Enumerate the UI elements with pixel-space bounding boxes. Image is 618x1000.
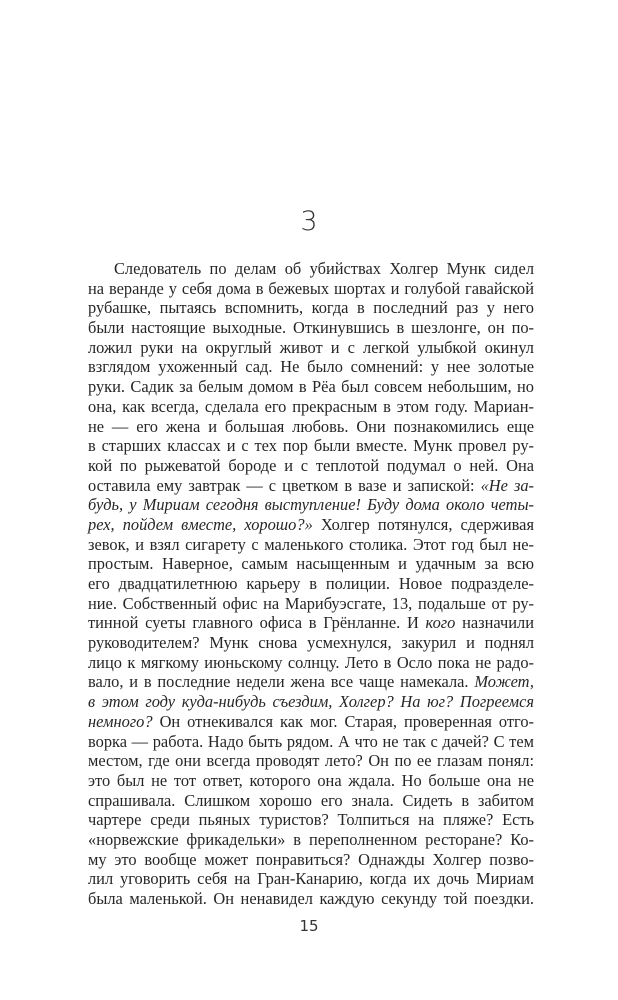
text-line <box>88 751 534 771</box>
text-segment: «норвежские фрикадельки» в переполненном ресторане? Ко- <box>88 829 534 849</box>
text-line <box>88 613 534 633</box>
text-line <box>88 574 534 594</box>
text-line <box>88 417 534 437</box>
text-line <box>88 495 534 515</box>
text-segment: рубашке, пытаясь вспомнить, когда в последний раз у него <box>88 298 534 318</box>
text-segment: зевок, и взял сигарету с маленького столика. Этот год был не- <box>88 534 534 554</box>
chapter-number: 3 <box>300 206 318 237</box>
text-segment: кой по рыжеватой бороде и с теплотой подумал о ней. Она <box>88 455 534 475</box>
text-segment: его двадцатилетнюю карьеру в полиции. Новое подразделе- <box>88 574 534 593</box>
italic-text: Может, <box>474 672 534 692</box>
page-number: 15 <box>299 917 319 935</box>
text-line <box>88 298 534 318</box>
text-segment: Он отнекивался как мог. Старая, проверенная отго- <box>152 711 534 731</box>
text-segment: Холгер потянулся, сдерживая <box>312 514 534 534</box>
text-segment: она, как всегда, сделала его прекрасным в этом году. Мариан- <box>88 396 534 416</box>
text-line <box>88 357 534 377</box>
text-segment: лил уговорить себя на Гран-Канарию, когда их дочь Мириам <box>88 869 534 889</box>
text-line <box>88 338 534 358</box>
text-line <box>88 712 534 732</box>
text-line <box>88 476 534 496</box>
italic-text: немного? <box>88 711 153 731</box>
text-segment: не — его жена и большая любовь. Они познакомились еще <box>88 416 534 436</box>
text-line <box>88 732 534 752</box>
text-segment: спрашивала. Слишком хорошо его знала. Сидеть в забитом <box>88 790 534 810</box>
text-segment: тинной суеты главного офиса в Грёнланне. И <box>88 613 426 633</box>
text-line <box>88 554 534 574</box>
text-line <box>88 397 534 417</box>
text-line <box>88 594 534 614</box>
text-segment: чартере среди пьяных туристов? Толпиться на пляже? Есть <box>88 810 534 830</box>
italic-text: будь, у Мириам сегодня выступление! Буду дома около четы- <box>88 495 534 515</box>
text-segment: му это вообще может понравиться? Однажды Холгер позво- <box>88 849 534 869</box>
text-segment: простым. Наверное, самым насыщенным и удачным за всю <box>88 554 534 574</box>
text-segment: ворка — работа. Надо быть рядом. А что не так с дачей? С тем <box>88 731 534 751</box>
text-segment: были настоящие выходные. Откинувшись в шезлонге, он по- <box>88 318 534 338</box>
text-line <box>88 279 534 299</box>
text-segment: взглядом ухоженный сад. Не было сомнений: у нее золотые <box>88 357 534 377</box>
text-line <box>88 889 534 909</box>
text-segment: вало, и в последние недели жена все чаще намекала. <box>88 672 475 692</box>
text-segment: назначили <box>455 613 534 633</box>
text-segment: руки. Садик за белым домом в Рёа был совсем небольшим, но <box>88 377 534 397</box>
text-segment: Следователь по делам об убийствах Холгер Мунк сидел <box>114 259 534 278</box>
text-line <box>88 515 534 535</box>
text-line <box>88 672 534 692</box>
text-line <box>88 869 534 889</box>
text-line <box>88 830 534 850</box>
text-line <box>88 810 534 830</box>
text-line <box>88 377 534 397</box>
text-segment: на веранде у себя дома в бежевых шортах и голубой гавайской <box>88 278 534 298</box>
italic-text: кого <box>425 613 456 633</box>
text-line <box>88 259 534 279</box>
text-line <box>88 456 534 476</box>
text-line <box>88 653 534 673</box>
text-line <box>88 850 534 870</box>
text-segment: в старших классах и с тех пор были вместе. Мунк провел ру- <box>88 436 534 456</box>
text-segment: руководителем? Мунк снова усмехнулся, закурил и поднял <box>88 633 534 653</box>
text-line <box>88 436 534 456</box>
italic-text: рех, пойдем вместе, хорошо?» <box>88 514 313 534</box>
italic-text: в этом году куда-нибудь съездим, Холгер? На юг? Погреемся <box>88 692 534 712</box>
text-segment: ложил руки на округлый живот и с легкой улыбкой окинул <box>88 337 534 357</box>
text-segment: это был не тот ответ, которого она ждала. Но больше она не <box>88 770 534 790</box>
text-segment: ние. Собственный офис на Марибуэсгате, 13, подальше от ру- <box>88 593 534 613</box>
text-line <box>88 633 534 653</box>
text-segment: была маленькой. Он ненавидел каждую секунду той поездки. <box>88 889 534 908</box>
text-line <box>88 535 534 555</box>
text-line <box>88 318 534 338</box>
text-line <box>88 692 534 712</box>
body-text <box>88 259 534 909</box>
text-line <box>88 791 534 811</box>
text-segment: лицо к мягкому июньскому солнцу. Лето в Осло пока не радо- <box>88 652 534 672</box>
italic-text: «Не за- <box>480 475 534 495</box>
text-line <box>88 771 534 791</box>
text-segment: местом, где они всегда проводят лето? Он по ее глазам понял: <box>88 751 534 771</box>
text-segment: оставила ему завтрак — с цветком в вазе и запиской: <box>88 475 481 495</box>
